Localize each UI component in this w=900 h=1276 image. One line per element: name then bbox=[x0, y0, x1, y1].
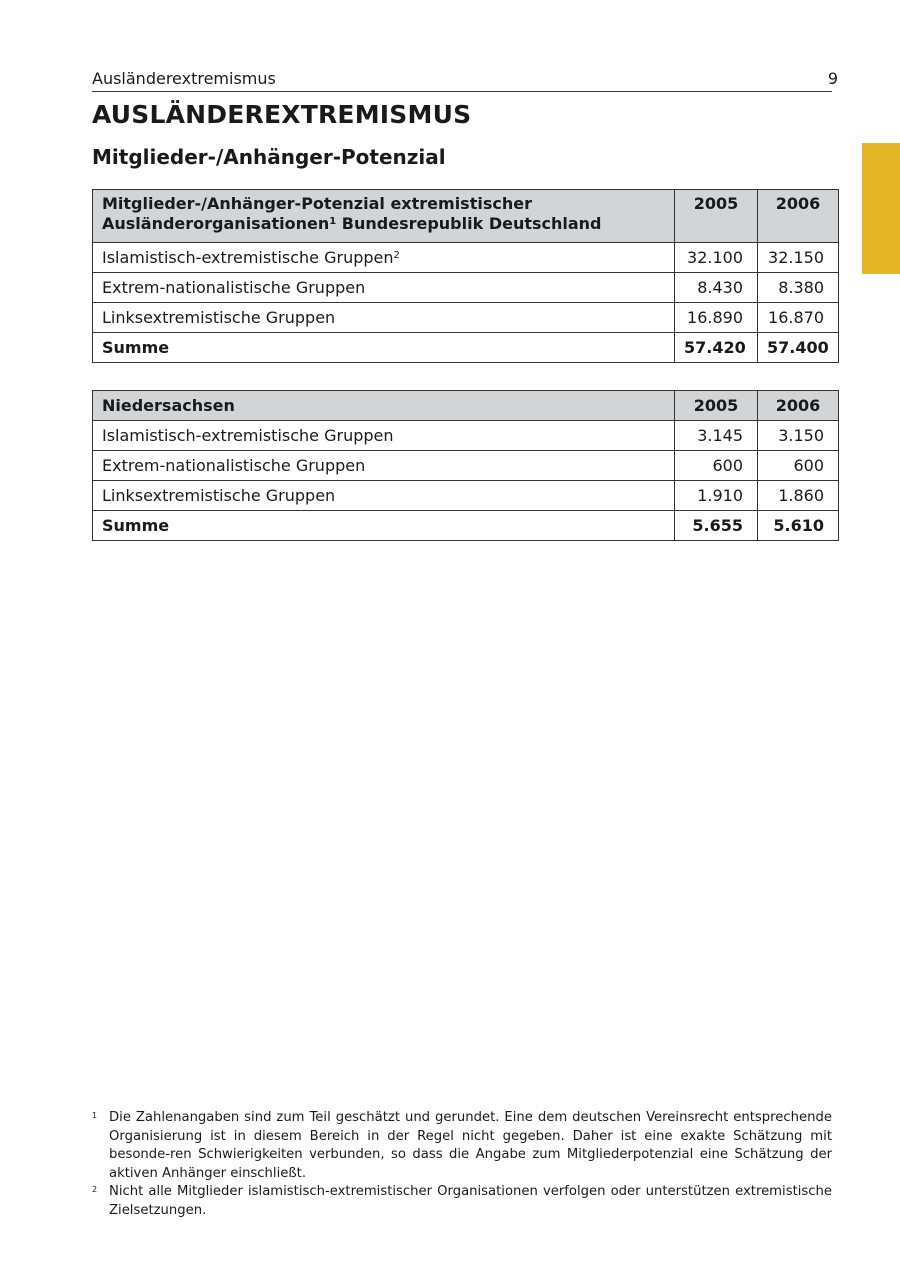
sum-2005: 5.655 bbox=[675, 511, 758, 541]
column-header-2005: 2005 bbox=[675, 190, 758, 243]
sum-2005: 57.420 bbox=[675, 333, 758, 363]
section-subtitle: Mitglieder-/Anhänger-Potenzial bbox=[92, 145, 446, 169]
row-label: Extrem-nationalistische Gruppen bbox=[93, 451, 675, 481]
value-2005: 8.430 bbox=[675, 273, 758, 303]
column-header-2006: 2006 bbox=[758, 391, 839, 421]
footnote-text: Nicht alle Mitglieder islamistisch-extremistischer Organisationen verfolgen oder unterstützen extremistische Zielsetzungen. bbox=[109, 1184, 832, 1218]
table-header-label bbox=[93, 190, 675, 243]
table-header-label: Niedersachsen bbox=[93, 391, 675, 421]
header-label-line1: Mitglieder-/Anhänger-Potenzial extremistischer bbox=[102, 194, 532, 213]
sum-2006: 57.400 bbox=[758, 333, 839, 363]
value-2005: 600 bbox=[675, 451, 758, 481]
value-2006: 1.860 bbox=[758, 481, 839, 511]
footnote-text: Die Zahlenangaben sind zum Teil geschätzt und gerundet. Eine dem deutschen Vereinsrecht entsprechende Organisierung ist in diesem Bereich in der Regel nicht gegeben. Daher ist eine exakte Schätzung mit besonde-ren Schwierigkeiten verbunden, so dass die Angabe zum Mitgliederpotenzial eine Schätzung der aktiven Anhänger einschließt. bbox=[109, 1110, 832, 1181]
table-sum-row bbox=[93, 511, 839, 541]
row-label: Islamistisch-extremistische Gruppen$^2$ bbox=[93, 243, 675, 273]
footnote-ref-1: 1 bbox=[329, 216, 337, 227]
table-row bbox=[93, 243, 839, 273]
chapter-tab-marker bbox=[862, 143, 900, 274]
table-row bbox=[93, 421, 839, 451]
value-2005: 32.100 bbox=[675, 243, 758, 273]
footnote-2 bbox=[92, 1183, 832, 1220]
table-row bbox=[93, 451, 839, 481]
column-header-2006: 2006 bbox=[758, 190, 839, 243]
value-2006: 3.150 bbox=[758, 421, 839, 451]
header-label-line2-rest: Bundesrepublik Deutschland bbox=[336, 214, 602, 233]
sum-label: Summe bbox=[93, 333, 675, 363]
sum-label: Summe bbox=[93, 511, 675, 541]
value-2005: 3.145 bbox=[675, 421, 758, 451]
header-label-line2: Ausländerorganisationen bbox=[102, 214, 330, 233]
running-head-section: Ausländerextremismus bbox=[92, 69, 276, 88]
value-2005: 16.890 bbox=[675, 303, 758, 333]
footnote-1 bbox=[92, 1109, 832, 1183]
row-label: Islamistisch-extremistische Gruppen bbox=[93, 421, 675, 451]
table-row bbox=[93, 273, 839, 303]
table-header-row bbox=[93, 391, 839, 421]
value-2006: 16.870 bbox=[758, 303, 839, 333]
value-2006: 32.150 bbox=[758, 243, 839, 273]
value-2005: 1.910 bbox=[675, 481, 758, 511]
row-label: Linksextremistische Gruppen bbox=[93, 303, 675, 333]
column-header-2005: 2005 bbox=[675, 391, 758, 421]
table-federal bbox=[92, 189, 839, 363]
value-2006: 600 bbox=[758, 451, 839, 481]
value-2006: 8.380 bbox=[758, 273, 839, 303]
row-label: Extrem-nationalistische Gruppen bbox=[93, 273, 675, 303]
footnote-marker: 1 bbox=[92, 1111, 98, 1120]
footnotes bbox=[92, 1109, 832, 1220]
footnote-ref-2: 2 bbox=[393, 249, 400, 261]
table-row bbox=[93, 481, 839, 511]
footnote-marker: 2 bbox=[92, 1185, 98, 1194]
page-title: AUSLÄNDEREXTREMISMUS bbox=[92, 100, 472, 129]
table-sum-row bbox=[93, 333, 839, 363]
sum-2006: 5.610 bbox=[758, 511, 839, 541]
table-niedersachsen bbox=[92, 390, 839, 541]
row-label: Linksextremistische Gruppen bbox=[93, 481, 675, 511]
header-rule bbox=[92, 91, 832, 92]
table-row bbox=[93, 303, 839, 333]
table-header-row bbox=[93, 190, 839, 243]
page-number: 9 bbox=[827, 69, 838, 88]
